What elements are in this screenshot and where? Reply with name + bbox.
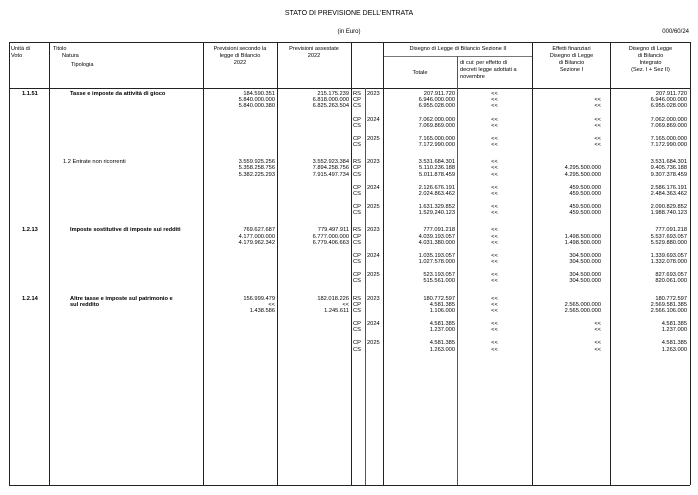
header-titolo: Titolo Natura Tipologia: [53, 46, 94, 68]
assestate-value: 6.779.406.663: [312, 239, 349, 246]
previsioni-value: 5.358.258.756: [238, 165, 275, 172]
page-number: 000/60/24: [662, 29, 689, 35]
di-cui-value: <<: [491, 210, 498, 217]
col-divider: [277, 42, 278, 485]
effetti-value: 4.295.500.000: [564, 171, 601, 178]
year-label: 2024: [367, 116, 380, 123]
di-cui-value: <<: [491, 321, 498, 328]
integrato-value: 2.484.363.462: [650, 190, 687, 197]
totale-value: 1.106.000: [429, 308, 455, 314]
totale-value: 5.110.236.188: [419, 165, 455, 172]
assestate-value: 7.894.258.756: [312, 165, 349, 172]
row-type: CP: [353, 135, 361, 142]
col-divider: [532, 42, 533, 485]
integrato-value: 180.772.597: [655, 295, 687, 302]
year-label: 2025: [367, 272, 380, 279]
row-type: CS: [353, 327, 361, 334]
unita-voto-code: 1.1.51: [22, 91, 38, 97]
di-cui-value: <<: [491, 327, 498, 334]
previsioni-value: 4.179.962.342: [238, 239, 275, 246]
integrato-value: 7.165.000.000: [650, 135, 687, 142]
row-type: RS: [353, 295, 361, 302]
totale-value: 515.561.000: [423, 278, 455, 285]
integrato-value: 207.911.720: [655, 91, 687, 97]
totale-value: 3.531.684.301: [418, 159, 455, 166]
di-cui-value: <<: [491, 252, 498, 259]
totale-value: 523.193.057: [423, 272, 455, 279]
di-cui-value: <<: [491, 97, 498, 104]
effetti-value: 459.500.000: [569, 190, 601, 197]
col-divider: [610, 42, 611, 485]
col-divider: [203, 42, 204, 485]
di-cui-value: <<: [491, 135, 498, 142]
previsioni-value: 5.840.000.000: [238, 97, 275, 104]
di-cui-value: <<: [491, 91, 498, 97]
di-cui-value: <<: [491, 295, 498, 302]
totale-value: 777.091.218: [423, 227, 455, 234]
totale-value: 180.772.597: [423, 295, 455, 302]
row-type: CS: [353, 346, 361, 353]
header-ddl-sezione-ii: Disegno di Legge di Bilancio Sezione II: [409, 46, 507, 52]
di-cui-value: <<: [491, 233, 498, 240]
col-divider: [49, 42, 50, 485]
previsioni-value: <<: [268, 301, 275, 308]
col-divider: [457, 56, 458, 485]
di-cui-value: <<: [491, 308, 498, 314]
integrato-value: 2.569.581.385: [650, 301, 687, 308]
year-label: 2023: [367, 91, 380, 97]
integrato-value: 777.091.218: [655, 227, 687, 234]
header-assestate: Previsioni assestate 2022: [289, 46, 339, 59]
totale-value: 5.011.878.459: [419, 171, 455, 178]
totale-value: 6.946.000.000: [418, 97, 455, 104]
di-cui-value: <<: [491, 190, 498, 197]
di-cui-value: <<: [491, 142, 498, 148]
totale-value: 7.069.869.000: [418, 122, 455, 129]
page-title: STATO DI PREVISIONE DELL'ENTRATA: [284, 10, 414, 17]
integrato-value: 9.307.378.459: [650, 171, 687, 178]
integrato-value: 2.566.106.000: [650, 308, 687, 314]
effetti-value: 459.500.000: [569, 184, 601, 191]
col-divider: [351, 42, 352, 485]
header-totale: Totale: [412, 70, 428, 76]
header-bottom-rule: [9, 88, 690, 89]
di-cui-value: <<: [491, 278, 498, 285]
effetti-value: 304.500.000: [569, 252, 601, 259]
di-cui-value: <<: [491, 122, 498, 129]
assestate-value: 182.018.226: [317, 295, 349, 302]
di-cui-value: <<: [491, 204, 498, 210]
effetti-value: 2.565.000.000: [564, 301, 601, 308]
assestate-value: 6.777.000.000: [312, 233, 349, 240]
previsioni-value: 5.382.225.293: [238, 171, 275, 178]
totale-value: 7.165.000.000: [418, 135, 455, 142]
row-type: CP: [353, 321, 361, 328]
di-cui-value: <<: [491, 340, 498, 347]
di-cui-value: <<: [491, 259, 498, 266]
assestate-value: 3.552.923.384: [312, 159, 349, 166]
assestate-value: 779.497.911: [317, 227, 349, 234]
previsioni-value: 5.840.000.380: [238, 103, 275, 110]
previsioni-value: 184.590.351: [243, 91, 275, 97]
integrato-value: 6.955.028.000: [650, 103, 687, 110]
effetti-value: 304.500.000: [569, 272, 601, 279]
row-label: sul reddito: [70, 301, 100, 308]
effetti-value: 304.500.000: [569, 259, 601, 266]
row-type: CP: [353, 97, 361, 104]
di-cui-value: <<: [491, 103, 498, 110]
assestate-value: 6.818.000.000: [312, 97, 349, 104]
integrato-value: 827.693.057: [655, 272, 687, 279]
row-label: Tasse e imposte da attività di gioco: [70, 91, 166, 97]
table-bottom-border: [9, 485, 690, 486]
assestate-value: 215.175.239: [317, 91, 349, 97]
row-type: CS: [353, 142, 361, 148]
totale-value: 2.024.863.462: [418, 190, 455, 197]
totale-value: 4.581.385: [429, 301, 455, 308]
header-di-cui: di cui: per effetto di decreti legge adottati a novembre: [460, 60, 517, 80]
totale-value: 7.062.000.000: [418, 116, 455, 123]
effetti-value: 4.295.500.000: [564, 165, 601, 172]
effetti-value: <<: [594, 142, 601, 148]
integrato-value: 820.061.000: [655, 278, 687, 285]
row-type: CS: [353, 171, 361, 178]
col-divider: [690, 42, 691, 485]
totale-value: 1.631.329.852: [418, 204, 455, 210]
effetti-value: <<: [594, 346, 601, 353]
row-type: RS: [353, 159, 361, 166]
header-effetti-finanziari: Effetti finanziari Disegno di Legge di Bilancio Sezione I: [549, 46, 594, 73]
totale-value: 1.035.193.057: [418, 252, 455, 259]
row-type: CS: [353, 210, 361, 217]
year-label: 2025: [367, 135, 380, 142]
totale-value: 4.581.385: [429, 321, 455, 328]
table-top-border: [9, 42, 690, 43]
integrato-value: 3.531.684.301: [650, 159, 687, 166]
row-type: CP: [353, 272, 361, 279]
integrato-value: 1.339.693.057: [650, 252, 687, 259]
integrato-value: 7.069.869.000: [650, 122, 687, 129]
previsioni-value: 3.559.925.256: [238, 159, 275, 166]
integrato-value: 1.263.000: [661, 346, 687, 353]
integrato-value: 1.332.078.000: [650, 259, 687, 266]
di-cui-value: <<: [491, 272, 498, 279]
totale-value: 2.126.676.191: [418, 184, 455, 191]
year-label: 2025: [367, 204, 380, 210]
col-divider: [383, 42, 384, 485]
effetti-value: <<: [594, 103, 601, 110]
previsioni-value: 4.177.000.000: [238, 233, 275, 240]
effetti-value: <<: [594, 135, 601, 142]
effetti-value: 1.498.500.000: [564, 239, 601, 246]
di-cui-value: <<: [491, 171, 498, 178]
effetti-value: <<: [594, 340, 601, 347]
totale-value: 4.031.380.000: [418, 239, 455, 246]
di-cui-value: <<: [491, 239, 498, 246]
totale-value: 6.955.028.000: [418, 103, 455, 110]
row-type: CS: [353, 103, 361, 110]
totale-value: 1.027.578.000: [418, 259, 455, 266]
integrato-value: 7.062.000.000: [650, 116, 687, 123]
totale-value: 7.172.990.000: [418, 142, 455, 148]
integrato-value: 1.988.740.123: [650, 210, 687, 217]
effetti-value: 459.500.000: [569, 204, 601, 210]
integrato-value: 1.237.000: [661, 327, 687, 334]
year-label: 2024: [367, 184, 380, 191]
previsioni-value: 1.438.586: [249, 308, 275, 314]
year-label: 2023: [367, 295, 380, 302]
row-type: RS: [353, 91, 361, 97]
effetti-value: <<: [594, 116, 601, 123]
row-type: CS: [353, 239, 361, 246]
row-label: 1.2 Entrate non ricorrenti: [63, 159, 126, 166]
row-type: CP: [353, 165, 361, 172]
row-type: CS: [353, 259, 361, 266]
totale-value: 207.911.720: [423, 91, 455, 97]
integrato-value: 4.581.385: [661, 340, 687, 347]
totale-value: 4.581.385: [429, 340, 455, 347]
integrato-value: 2.090.829.852: [650, 204, 687, 210]
row-type: CP: [353, 233, 361, 240]
col-divider: [365, 88, 366, 485]
assestate-value: <<: [342, 301, 349, 308]
effetti-value: <<: [594, 321, 601, 328]
totale-value: 1.529.240.123: [418, 210, 455, 217]
effetti-value: 1.498.500.000: [564, 233, 601, 240]
unita-voto-code: 1.2.13: [22, 227, 38, 234]
integrato-value: 7.172.990.000: [650, 142, 687, 148]
row-type: CP: [353, 340, 361, 347]
previsioni-value: 156.999.479: [243, 295, 275, 302]
integrato-value: 6.946.000.000: [650, 97, 687, 104]
row-type: CP: [353, 252, 361, 259]
totale-value: 1.263.000: [429, 346, 455, 353]
col-divider: [9, 42, 10, 485]
integrato-value: 9.405.736.188: [650, 165, 687, 172]
currency-unit: (in Euro): [337, 29, 361, 35]
row-type: RS: [353, 227, 361, 234]
year-label: 2024: [367, 252, 380, 259]
totale-value: 1.237.000: [429, 327, 455, 334]
integrato-value: 2.586.176.191: [650, 184, 687, 191]
integrato-value: 5.537.693.057: [650, 233, 687, 240]
header-integrato: Disegno di Legge di Bilancio Integrato (Sez. I + Sez II): [628, 46, 673, 73]
header-unita: Unità di Voto: [11, 46, 30, 59]
row-type: CP: [353, 116, 361, 123]
effetti-value: <<: [594, 327, 601, 334]
assestate-value: 7.915.497.734: [312, 171, 349, 178]
year-label: 2025: [367, 340, 380, 347]
di-cui-value: <<: [491, 165, 498, 172]
row-type: CP: [353, 184, 361, 191]
row-type: CS: [353, 190, 361, 197]
effetti-value: 459.500.000: [569, 210, 601, 217]
di-cui-value: <<: [491, 184, 498, 191]
di-cui-value: <<: [491, 346, 498, 353]
integrato-value: 5.529.880.000: [650, 239, 687, 246]
di-cui-value: <<: [491, 227, 498, 234]
row-label: Imposte sostitutive di imposte sui redditi: [70, 227, 181, 234]
totale-value: 4.039.193.057: [418, 233, 455, 240]
year-label: 2023: [367, 159, 380, 166]
row-type: CS: [353, 122, 361, 129]
row-type: CS: [353, 308, 361, 314]
di-cui-value: <<: [491, 116, 498, 123]
row-label: Altre tasse e imposte sul patrimonio e: [70, 295, 173, 302]
assestate-value: 1.245.611: [324, 308, 349, 314]
integrato-value: 4.581.385: [661, 321, 687, 328]
row-type: CS: [353, 278, 361, 285]
header-previsioni: Previsioni secondo la legge di Bilancio 2022: [213, 46, 267, 66]
effetti-value: 2.565.000.000: [564, 308, 601, 314]
previsioni-value: 769.627.687: [243, 227, 275, 234]
di-cui-value: <<: [491, 301, 498, 308]
di-cui-value: <<: [491, 159, 498, 166]
year-label: 2023: [367, 227, 380, 234]
unita-voto-code: 1.2.14: [22, 295, 38, 302]
year-label: 2024: [367, 321, 380, 328]
effetti-value: <<: [594, 122, 601, 129]
assestate-value: 6.825.263.504: [312, 103, 349, 110]
row-type: CP: [353, 301, 361, 308]
row-type: CP: [353, 204, 361, 210]
effetti-value: 304.500.000: [569, 278, 601, 285]
effetti-value: <<: [594, 97, 601, 104]
